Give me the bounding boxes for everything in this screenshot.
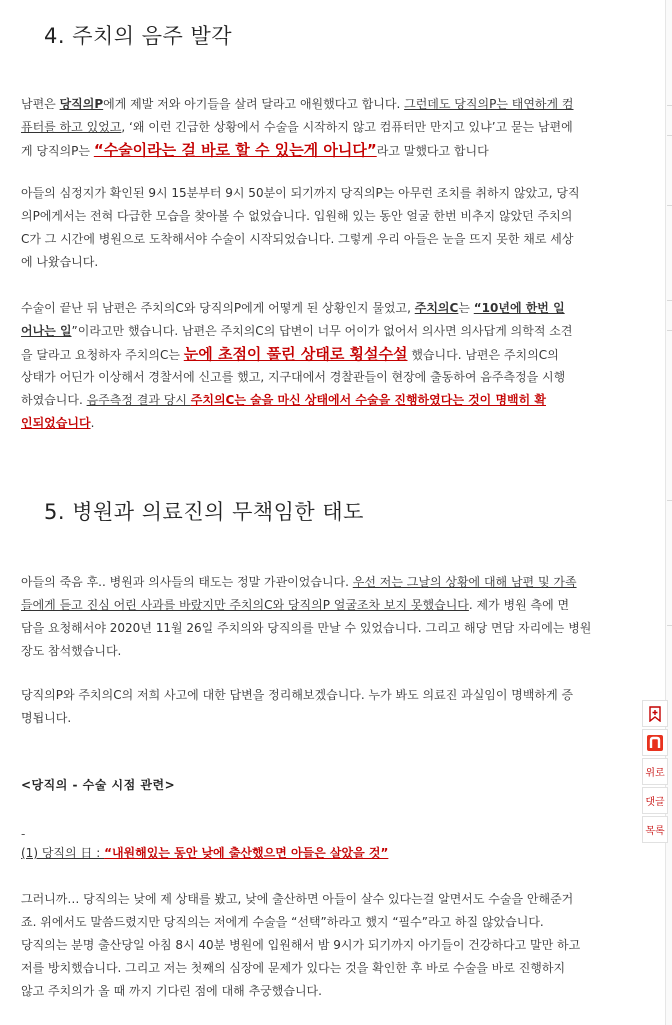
text: 에게 제발 저와 아기들을 살려 달라고 애원했다고 합니다. <box>103 97 405 111</box>
text: 장도 참석했습니다. <box>21 644 122 658</box>
text: 상태가 어딘가 이상해서 경찰서에 신고를 했고, 지구대에서 경찰관들이 현장에 출동하여 음주측정을 시행 <box>21 370 566 384</box>
dash-marker: - <box>21 827 26 841</box>
scroll-tick <box>667 205 672 206</box>
section-5-paragraph-2 <box>21 684 639 730</box>
text: 않고 주치의가 올 때 까지 기다린 점에 대해 추궁했습니다. <box>21 984 322 998</box>
section-5-paragraph-1 <box>21 571 639 663</box>
scroll-tick <box>667 105 672 106</box>
text: 아들의 죽음 후.. 병원과 의사들의 태도는 정말 가관이었습니다. <box>21 575 353 589</box>
text: 게 당직의P는 <box>21 144 94 158</box>
bookmark-button[interactable] <box>642 700 668 727</box>
text: 하였습니다. <box>21 393 87 407</box>
text: 저를 방치했습니다. 그리고 저는 첫째의 심장에 문제가 있다는 것을 확인한 후 바로 수술을 바로 진행하지 <box>21 961 566 975</box>
emphasis-text: 주치의C는 술을 마신 상태에서 수술을 진행하였다는 것이 명백히 확 <box>190 393 546 407</box>
text-bold: “10년에 한번 일 <box>473 301 565 315</box>
text: 담을 요청해서야 2020년 11월 26일 주치의와 당직의를 만날 수 있었습니다. 그리고 해당 면담 자리에는 병원 <box>21 621 592 635</box>
text: 라고 말했다고 합니다 <box>376 144 489 158</box>
section-5-title: 5. 병원과 의료진의 무책임한 태도 <box>44 500 364 524</box>
bookmark-icon <box>648 706 662 722</box>
text: 는 <box>458 301 474 315</box>
scroll-top-button[interactable]: 위로 <box>642 758 668 785</box>
section-4-paragraph-2 <box>21 182 639 274</box>
text-underlined: 우선 저는 그날의 상황에 대해 남편 및 가족 <box>352 575 577 589</box>
text: 수술이 끝난 뒤 남편은 주치의C와 당직의P에게 어떻게 된 상황인지 물었고, <box>21 301 415 315</box>
emphasis-text: 인되었습니다 <box>21 416 91 430</box>
scrollbar[interactable] <box>665 0 672 1025</box>
claim-prefix: (1) 당직의 日 : <box>21 846 105 860</box>
section-4-paragraph-1 <box>21 93 639 162</box>
emphasis-text: 눈에 초점이 풀린 상태로 횡설수설 <box>183 345 408 363</box>
text-bold: 당직의P <box>59 97 104 111</box>
text-bold: 어나는 일 <box>21 324 72 338</box>
claim-line <box>21 842 639 865</box>
subheading: <당직의 - 수술 시점 관련> <box>21 778 176 792</box>
text: 을 달라고 요청하자 주치의C는 <box>21 348 184 362</box>
text: ”이라고만 했습니다. 남편은 주치의C의 답변이 너무 어이가 없어서 의사면 의사답게 의학적 소견 <box>71 324 573 338</box>
claim-quote: “내원해있는 동안 낮에 출산했으면 아들은 살았을 것” <box>104 846 389 860</box>
text: . 제가 병원 측에 면 <box>468 598 570 612</box>
text: 남편은 <box>21 97 60 111</box>
text: C가 그 시간에 병원으로 도착해서야 수술이 시작되었습니다. 그렇게 우리 아들은 눈을 뜨지 못한 채로 세상 <box>21 232 574 246</box>
text: 에 나왔습니다. <box>21 255 99 269</box>
text: . <box>90 416 95 430</box>
naver-n-icon <box>647 735 663 751</box>
list-button[interactable]: 목록 <box>642 816 668 843</box>
emphasis-quote: “수술이라는 걸 바로 할 수 있는게 아니다” <box>93 141 377 159</box>
text: 명됩니다. <box>21 711 72 725</box>
scroll-tick <box>667 135 672 136</box>
side-toolbar <box>642 700 668 843</box>
scroll-tick <box>667 300 672 301</box>
comment-button[interactable]: 댓글 <box>642 787 668 814</box>
text: 그러니까… 당직의는 낮에 제 상태를 봤고, 낮에 출산하면 아들이 살수 있다는걸 알면서도 수술을 안해준거 <box>21 892 574 906</box>
text-underlined: 음주측정 결과 당시 <box>86 393 191 407</box>
naver-button[interactable] <box>642 729 668 756</box>
text: 당직의는 분명 출산당일 아침 8시 40분 병원에 입원해서 밤 9시가 되기까지 아기들이 건강하다고 말만 하고 <box>21 938 581 952</box>
text: 죠. 위에서도 말씀드렸지만 당직의는 저에게 수술을 “선택”하라고 했지 “필수”라고 하질 않았습니다. <box>21 915 544 929</box>
section-5-paragraph-3 <box>21 888 639 1003</box>
text: 아들의 심정지가 확인된 9시 15분부터 9시 50분이 되기까지 당직의P는 아무런 조치를 취하지 않았고, 당직 <box>21 186 580 200</box>
text: 했습니다. 남편은 주치의C의 <box>407 348 559 362</box>
text: 의P에게서는 전혀 다급한 모습을 찾아볼 수 없었습니다. 입원해 있는 동안 얼굴 한번 비추지 않았던 주치의 <box>21 209 573 223</box>
scroll-tick <box>667 330 672 331</box>
scroll-tick <box>667 500 672 501</box>
text: , ‘왜 이런 긴급한 상황에서 수술을 시작하지 않고 컴퓨터만 만지고 있냐’고 묻는 남편에 <box>121 120 573 134</box>
text-underlined: 그런데도 당직의P는 태연하게 컴 <box>404 97 574 111</box>
text-underlined: 퓨터를 하고 있었고 <box>21 120 122 134</box>
section-4-paragraph-3 <box>21 297 639 435</box>
scroll-tick <box>667 625 672 626</box>
section-4-title: 4. 주치의 음주 발각 <box>44 24 233 48</box>
text-underlined: 들에게 듣고 진심 어린 사과를 바랐지만 주치의C와 당직의P 얼굴조차 보지 못했습니다 <box>21 598 469 612</box>
text-bold: 주치의C <box>414 301 459 315</box>
text: 당직의P와 주치의C의 저희 사고에 대한 답변을 정리해보겠습니다. 누가 봐도 의료진 과실임이 명백하게 증 <box>21 688 574 702</box>
